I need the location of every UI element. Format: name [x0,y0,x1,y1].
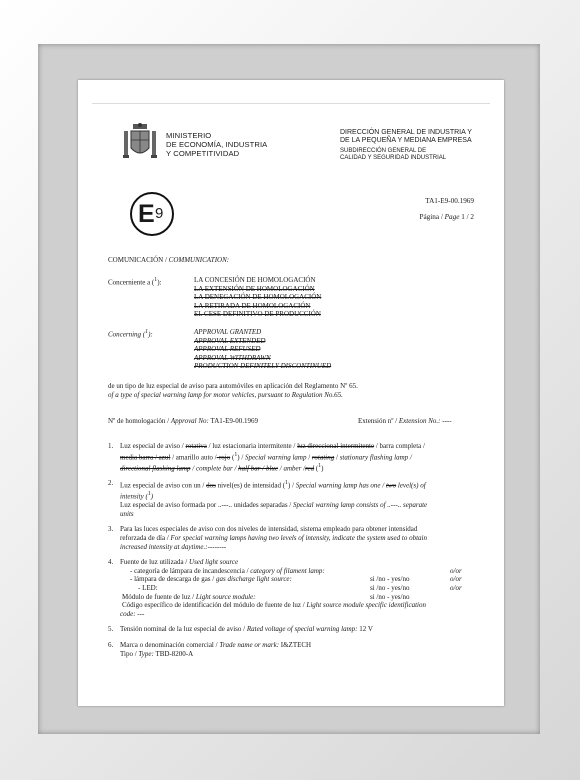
txt: level(s) of [396,481,426,490]
page-label: Página / [419,213,445,221]
communication-es: COMUNICACIÓN / [108,256,169,264]
item-line [120,641,490,650]
approval-number [108,417,258,426]
txt: TBD-8200-A [153,649,194,658]
txt: Special warning lamp consists of ..---.. separate [293,501,428,510]
footnote-ref: 1 [318,462,322,469]
txt: 12 V [357,625,373,634]
concerning-es-options [194,276,321,319]
e-mark-icon [130,192,174,236]
light-source-row [120,593,490,602]
txt: Luz especial de aviso con un / [120,481,207,490]
item-line [120,601,490,610]
item-line: Para las luces especiales de aviso con dos niveles de intensidad, sistema empleado para obtener intensidad [120,525,418,534]
label-text: Concerning ( [108,330,146,339]
label-end: ): [157,278,162,287]
txt: ) / [287,481,296,490]
txt: stationary flashing lamp / [339,452,412,461]
item-number: 6. [108,641,114,649]
txt: - categoría de lámpara de incandescencia / [130,566,251,575]
option-struck: EL CESE DEFINITIVO DE PRODUCCIÓN [194,310,321,319]
item-line [120,479,490,490]
extension-value: ---- [440,417,452,425]
item-number: 2. [108,479,114,488]
txt-struck: rotating [311,452,335,461]
approval-label-en: Approval No: [170,417,209,425]
footnote-ref: 1 [147,491,151,498]
reference-block [378,193,474,225]
txt: / amarillo auto / [170,452,217,461]
txt: category of filament lamp: [250,566,325,575]
txt: Special warning lamp [245,452,307,461]
extension-label-es: Extensión nº / [358,417,399,425]
item-number: 4. [108,558,114,567]
footnote-ref: 1 [145,329,149,335]
option-struck: APPROVAL REFUSED [194,345,261,354]
e-mark-letter: E [138,200,155,228]
coat-of-arms-icon [122,122,158,162]
txt: ( [314,463,319,472]
txt: Used light source [189,558,239,567]
item-line [120,625,490,634]
txt-struck: red [305,463,315,472]
subdirection-line: SUBDIRECCIÓN GENERAL DE [340,147,427,154]
option-struck: LA RETIRADA DE HOMOLOGACIÓN [194,301,311,310]
concerning-es-label [108,276,161,287]
txt: ) [150,492,154,501]
yes-no-label: si /no - yes/no [370,584,410,593]
item-line [120,442,490,451]
concerning-en-options [194,328,331,371]
footnote-ref: 1 [154,277,158,283]
direction-name [340,129,472,162]
item-line [120,534,490,543]
txt: / complete bar / [190,463,239,472]
direction-line: DIRECCIÓN GENERAL DE INDUSTRIA Y [340,129,472,136]
txt: / amber / [278,463,306,472]
or-label: o/or [450,566,462,575]
direction-line: DE LA PEQUEÑA Y MEDIANA EMPRESA [340,137,472,145]
ministry-line: DE ECONOMÍA, INDUSTRIA [166,140,268,150]
txt: Type: [138,649,154,658]
item-line [120,558,490,567]
txt: ) / [237,452,246,461]
option-granted: APPROVAL GRANTED [194,328,262,336]
txt: Tensión nominal de la luz especial de aviso / [120,625,247,634]
txt [130,575,292,584]
txt-struck: media barra / azul [120,452,171,461]
item-line [120,462,490,473]
txt: Luz especial de aviso formada por ..---.. unidades separadas / [120,501,293,510]
txt: intensity ( [120,492,148,501]
document-page [78,80,504,706]
intro-text [108,382,488,399]
ministry-name [166,131,267,159]
extension-label-en: Extension No.: [398,417,441,425]
page-number [378,209,474,225]
item-line [120,650,490,659]
txt: - lámpara de descarga de gas / [130,575,216,584]
item-line [120,451,490,462]
item-line: code: --- [120,609,145,618]
reference-number: TA1-E9-00.1969 [425,197,474,205]
page-label-en: Page [444,213,460,221]
subdirection-line: CALIDAD Y SEGURIDAD INDUSTRIAL [340,155,447,162]
yes-no-label: si /no - yes/no [370,592,410,601]
txt: ) [321,463,324,472]
item-line [120,490,490,501]
txt [122,593,256,602]
txt: Special warning lamp has one / [295,481,386,490]
item-number: 3. [108,525,114,534]
page-value: 1 / 2 [459,213,474,221]
light-source-row [120,584,490,593]
txt: nivel(es) de intensidad ( [215,481,286,490]
items-list [108,442,490,665]
ministry-line: Y COMPETITIVIDAD [166,149,240,159]
txt-struck: -rojo [216,452,231,461]
item-line: increased intensity at daytime.:-------- [120,542,227,551]
e-mark-number: 9 [155,205,164,222]
option-struck: LA EXTENSIÓN DE HOMOLOGACIÓN [194,284,315,293]
option-struck: APPROVAL WITHDRAWN [194,353,271,362]
footnote-ref: 1 [285,480,288,487]
txt: Light source module: [195,592,256,601]
item-number: 5. [108,625,114,634]
txt: Fuente de luz utilizada / [120,558,190,567]
txt: Código específico de identificación del módulo de fuente de luz / [122,601,307,610]
txt: Rated voltage of special warning lamp: [246,625,358,634]
approval-label-es: Nº de homologación / [108,417,171,425]
txt: I&ZTECH [279,641,312,649]
communication-heading [108,256,229,265]
item-4 [108,558,490,618]
txt: / luz estacionaria intermitente / [206,442,298,450]
item-5 [108,625,490,634]
intro-en: of a type of special warning lamp for motor vehicles, pursuant to Regulation No.65. [108,390,343,399]
txt [130,567,325,576]
light-source-row [120,567,490,576]
txt: reforzada de día / [120,534,171,543]
txt-struck: directional flashing lamp [120,463,191,472]
item-6 [108,641,490,658]
item-number: 1. [108,442,114,450]
extension-number [358,417,452,426]
light-source-row [120,575,490,584]
intro-es: de un tipo de luz especial de aviso para automóviles en aplicación del Reglamento Nº 65. [108,382,358,390]
txt-struck: dos [206,481,216,490]
label-text: Concerniente a ( [108,278,155,287]
item-line: units [120,509,134,518]
ministry-line: MINISTERIO [166,131,212,140]
subdirection [340,148,472,162]
txt-struck: two [385,481,397,490]
item-line [120,501,490,510]
concerning-en-label [108,328,153,339]
txt: Trade name or mark: [219,641,280,649]
txt: ( [230,452,235,461]
txt: / [306,452,312,461]
footnote-ref: 1 [234,451,238,458]
txt: Luz especial de aviso / [120,442,186,450]
item-1 [108,442,490,472]
txt: Marca o denominación comercial / [120,641,220,649]
txt-struck: half bar / blue [238,463,279,472]
txt: Módulo de fuente de luz / [122,592,196,601]
item-3 [108,525,490,551]
approval-value: TA1-E9-00.1969 [208,417,258,425]
yes-no-label: si /no - yes/no [370,575,410,584]
txt: - LED: [138,584,158,593]
option-struck: APPROVAL EXTENDED [194,336,266,345]
or-label: o/or [450,575,462,584]
header-rule [92,103,490,104]
option-granted: LA CONCESIÓN DE HOMOLOGACIÓN [194,276,316,284]
txt: For special warning lamps having two levels of intensity, indicate the system used to obtain [170,534,427,543]
label-end: ): [148,330,153,339]
txt: / [334,452,340,461]
item-2 [108,479,490,518]
txt-struck: rotativa [185,442,207,450]
txt: Light source module specific identification [306,601,426,610]
txt: gas discharge light source: [215,575,292,584]
option-struck: PRODUCTION DEFINITELY DISCONTINUED [194,362,332,371]
txt: Tipo / [120,649,139,658]
communication-en: COMMUNICATION: [168,256,230,264]
or-label: o/or [450,584,462,593]
txt-struck: luz direccional intermitente [297,442,375,450]
txt: / barra completa / [374,442,425,450]
option-struck: LA DENEGACIÓN DE HOMOLOGACIÓN [194,293,322,302]
